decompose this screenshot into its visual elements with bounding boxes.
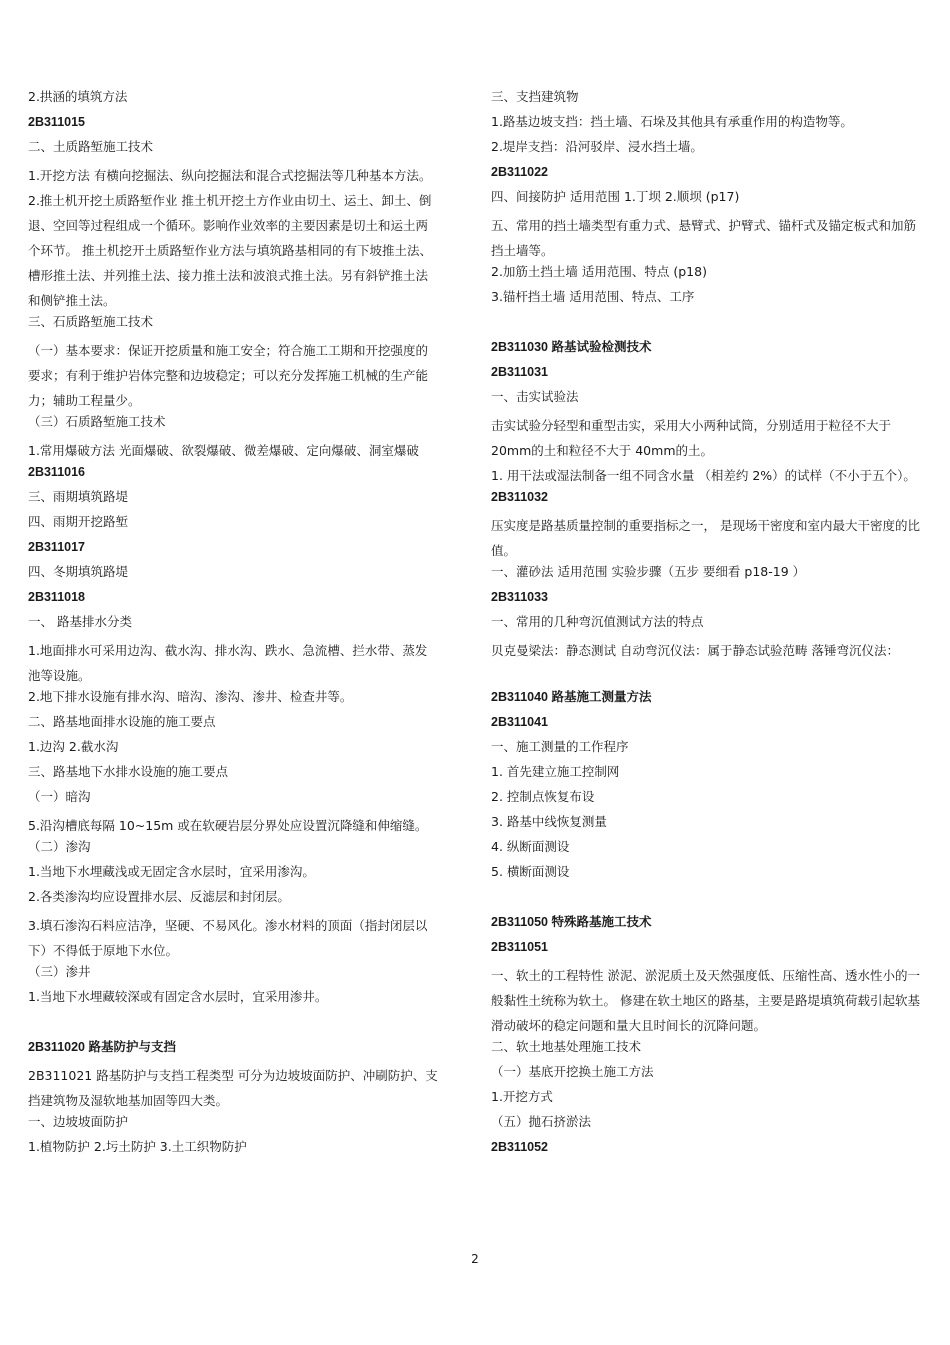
section-code: 2B311020 路基防护与支挡 [28,1040,176,1054]
text-line: 2.拱涵的填筑方法 [28,89,128,104]
section-code: 2B311017 [28,540,86,554]
text-line: 四、冬期填筑路堤 [28,564,129,579]
text-line: （五）抛石挤淤法 [491,1114,592,1129]
text-line: 击实试验分轻型和重型击实，采用大小两种试筒，分别适用于粒径不大于 20mm的土和粒径不大于 40mm的土。 [491,418,892,458]
text-line: 2.堤岸支挡：沿河驳岸、浸水挡土墙。 [491,139,703,154]
text-line: （二）渗沟 [28,839,91,854]
text-line: 3.锚杆挡土墙 适用范围、特点、工序 [491,289,695,304]
text-line: 5.沿沟槽底每隔 10~15m 或在软硬岩层分界处应设置沉降缝和伸缩缝。 [28,818,428,833]
section-code: 2B311016 [28,465,86,479]
text-line: （一）基本要求：保证开挖质量和施工安全；符合施工工期和开挖强度的要求；有利于维护岩体完整和边坡稳定；可以充分发挥施工机械的生产能力；辅助工程量少。 [28,343,429,408]
text-line: 1.植物防护 2.圬土防护 3.土工织物防护 [28,1139,247,1154]
text-line: 一、施工测量的工作程序 [491,739,629,754]
text-line: 一、常用的几种弯沉值测试方法的特点 [491,614,704,629]
text-line: 四、雨期开挖路堑 [28,514,129,529]
text-line: （一）暗沟 [28,789,91,804]
text-line: 二、路基地面排水设施的施工要点 [28,714,216,729]
text-line: 2. 控制点恢复布设 [491,789,595,804]
section-code: 2B311022 [491,165,549,179]
text-line: 2.推土机开挖土质路堑作业 推土机开挖土方作业由切土、运土、卸土、倒退、空回等过程组成一个循环。影响作业效率的主要因素是切土和运土两个环节。 推土机挖开土质路堑作业方法与填筑路基相同的有下坡推土法、槽形推土法、并列推土法、接力推土法和波浪式推土法。另有斜铲推土法和侧铲推土法。 [28,193,432,308]
text-line: 1.当地下水埋藏浅或无固定含水层时，宜采用渗沟。 [28,864,315,879]
text-line: 一、灌砂法 适用范围 实验步骤（五步 要细看 p18-19 ） [491,564,806,579]
text-line: 三、石质路堑施工技术 [28,314,154,329]
text-line: 2.加筋土挡土墙 适用范围、特点 (p18) [491,264,707,279]
right-column [491,88,921,1163]
text-line: 1.开挖方法 有横向挖掘法、纵向挖掘法和混合式挖掘法等几种基本方法。 [28,168,432,183]
text-line: （三）石质路堑施工技术 [28,414,166,429]
text-line: 5. 横断面测设 [491,864,570,879]
section-code: 2B311033 [491,590,549,604]
text-line: 二、土质路堑施工技术 [28,139,154,154]
section-code: 2B311031 [491,365,549,379]
page-number: 2 [471,1252,479,1266]
text-line: 1.常用爆破方法 光面爆破、欲裂爆破、微差爆破、定向爆破、洞室爆破 [28,443,419,458]
text-line: （一）基底开挖换土施工方法 [491,1064,654,1079]
text-line: 一、边坡坡面防护 [28,1114,129,1129]
section-code: 2B311051 [491,940,549,954]
spacer [491,663,921,679]
text-line: 1. 用干法或湿法制备一组不同含水量 （相差约 2%）的试样（不小于五个）。 [491,468,916,483]
text-line: 1.当地下水埋藏较深或有固定含水层时，宜采用渗井。 [28,989,328,1004]
section-code: 2B311018 [28,590,86,604]
text-line: 1.开挖方式 [491,1089,553,1104]
text-line: 1.地面排水可采用边沟、截水沟、排水沟、跌水、急流槽、拦水带、蒸发池等设施。 [28,643,428,683]
section-code: 2B311050 特殊路基施工技术 [491,915,652,929]
text-line: 1.路基边坡支挡：挡土墙、石垛及其他具有承重作用的构造物等。 [491,114,853,129]
text-line: 2B311021 路基防护与支挡工程类型 可分为边坡坡面防护、冲刷防护、支挡建筑物及湿软地基加固等四大类。 [28,1068,438,1108]
text-line: 2.各类渗沟均应设置排水层、反滤层和封闭层。 [28,889,290,904]
text-line: 一、 路基排水分类 [28,614,132,629]
section-code: 2B311032 [491,490,549,504]
section-code: 2B311015 [28,115,86,129]
section-code: 2B311041 [491,715,549,729]
section-code: 2B311052 [491,1140,549,1154]
text-line: 五、常用的挡土墙类型有重力式、悬臂式、护臂式、锚杆式及锚定板式和加筋挡土墙等。 [491,218,917,258]
text-line: 二、软土地基处理施工技术 [491,1039,642,1054]
spacer [491,313,921,329]
text-line: 1. 首先建立施工控制网 [491,764,620,779]
text-line: 3. 路基中线恢复测量 [491,814,607,829]
text-line: 4. 纵断面测设 [491,839,570,854]
left-column [28,88,438,1163]
text-line: 三、支挡建筑物 [491,89,579,104]
text-line: 贝克曼梁法：静态测试 自动弯沉仪法：属于静态试验范畴 落锤弯沉仪法： [491,643,899,658]
text-line: 三、雨期填筑路堤 [28,489,129,504]
section-code: 2B311040 路基施工测量方法 [491,690,652,704]
text-line: 3.填石渗沟石料应洁净，坚硬、不易风化。渗水材料的顶面（指封闭层以下）不得低于原地下水位。 [28,918,428,958]
text-line: 1.边沟 2.截水沟 [28,739,119,754]
text-line: 四、间接防护 适用范围 1.丁坝 2.顺坝 (p17) [491,189,740,204]
spacer [491,888,921,904]
text-line: 压实度是路基质量控制的重要指标之一， 是现场干密度和室内最大干密度的比值。 [491,518,920,558]
text-line: 一、击实试验法 [491,389,579,404]
section-code: 2B311030 路基试验检测技术 [491,340,652,354]
text-line: 一、软土的工程特性 淤泥、淤泥质土及天然强度低、压缩性高、透水性小的一般黏性土统称为软土。 修建在软土地区的路基，主要是路堤填筑荷载引起软基滑动破坏的稳定问题和量大且时间长的沉降问题。 [491,968,920,1033]
spacer [28,1013,438,1029]
text-line: 2.地下排水设施有排水沟、暗沟、渗沟、渗井、检查井等。 [28,689,353,704]
text-line: （三）渗井 [28,964,91,979]
text-line: 三、路基地下水排水设施的施工要点 [28,764,229,779]
